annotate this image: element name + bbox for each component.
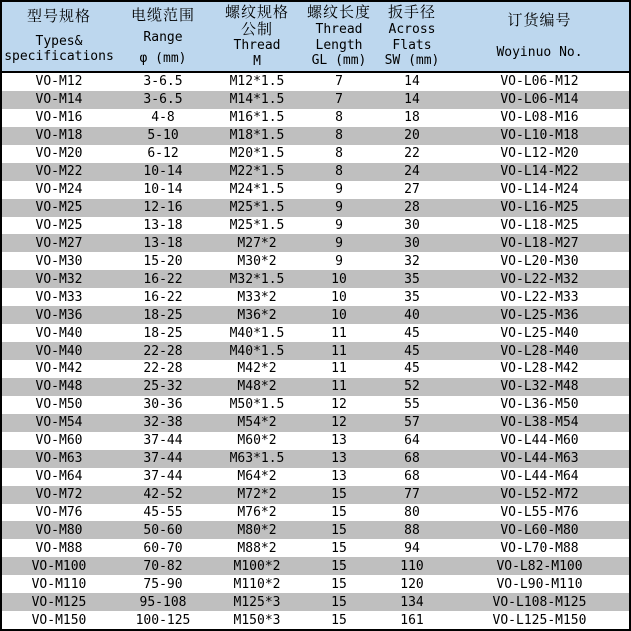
table-row <box>2 593 629 611</box>
cell-range: 70-82 <box>143 558 183 574</box>
cell-model: VO-M125 <box>31 594 87 610</box>
cell-range: 50-60 <box>143 522 183 538</box>
cell-thread-length: 15 <box>331 540 347 556</box>
cell-order-no: VO-L44-M60 <box>500 433 579 449</box>
header-line-en: Woyinuo No. <box>496 45 583 61</box>
header-line-en: Thread <box>233 38 281 54</box>
cell-thread-length: 9 <box>335 253 343 269</box>
cell-range: 42-52 <box>143 487 183 503</box>
cell-order-no: VO-L44-M64 <box>500 469 579 485</box>
table-row <box>2 360 629 378</box>
cell-order-no: VO-L14-M22 <box>500 164 579 180</box>
column-header-thread <box>210 2 304 71</box>
cell-model: VO-M110 <box>31 576 87 592</box>
cell-thread: M12*1.5 <box>229 74 285 90</box>
cell-thread: M60*2 <box>237 433 277 449</box>
cell-range: 32-38 <box>143 415 183 431</box>
table-row <box>2 324 629 342</box>
cell-thread: M100*2 <box>233 558 281 574</box>
cell-thread: M14*1.5 <box>229 92 285 108</box>
cell-across-flats: 55 <box>404 397 420 413</box>
cell-across-flats: 14 <box>404 92 420 108</box>
header-line-en: Thread <box>315 21 363 37</box>
cell-thread-length: 12 <box>331 415 347 431</box>
cell-range: 18-25 <box>143 307 183 323</box>
cell-model: VO-M60 <box>35 433 83 449</box>
column-header-across-flats <box>374 2 450 71</box>
cell-order-no: VO-L10-M18 <box>500 128 579 144</box>
cell-order-no: VO-L52-M72 <box>500 487 579 503</box>
cell-range: 5-10 <box>147 128 179 144</box>
cell-thread: M18*1.5 <box>229 128 285 144</box>
cell-model: VO-M14 <box>35 92 83 108</box>
cell-thread-length: 15 <box>331 522 347 538</box>
cell-across-flats: 35 <box>404 289 420 305</box>
cell-model: VO-M80 <box>35 522 83 538</box>
table-row <box>2 306 629 324</box>
header-line-en: Types& <box>35 33 83 49</box>
header-line-zh: 电缆范围 <box>130 5 195 24</box>
cell-range: 37-44 <box>143 451 183 467</box>
cell-range: 100-125 <box>135 612 191 628</box>
cell-order-no: VO-L25-M40 <box>500 325 579 341</box>
table-row <box>2 145 629 163</box>
cell-thread: M16*1.5 <box>229 110 285 126</box>
cell-thread-length: 15 <box>331 576 347 592</box>
table-row <box>2 378 629 396</box>
cell-order-no: VO-L16-M25 <box>500 200 579 216</box>
cell-thread-length: 8 <box>335 110 343 126</box>
cell-thread-length: 10 <box>331 271 347 287</box>
cell-across-flats: 94 <box>404 540 420 556</box>
cell-model: VO-M25 <box>35 217 83 233</box>
table-row <box>2 199 629 217</box>
table-row <box>2 127 629 145</box>
cell-order-no: VO-L22-M33 <box>500 289 579 305</box>
cell-order-no: VO-L82-M100 <box>496 558 583 574</box>
cell-thread: M63*1.5 <box>229 451 285 467</box>
header-line-en: Flats <box>392 37 432 53</box>
cell-across-flats: 110 <box>400 558 424 574</box>
column-header-order-no <box>450 2 629 71</box>
table-row <box>2 73 629 91</box>
cell-model: VO-M72 <box>35 487 83 503</box>
cell-thread-length: 13 <box>331 451 347 467</box>
column-header-range <box>116 2 210 71</box>
cell-thread-length: 8 <box>335 164 343 180</box>
cell-thread-length: 8 <box>335 128 343 144</box>
table-header <box>2 2 629 73</box>
cell-thread: M25*1.5 <box>229 200 285 216</box>
cell-across-flats: 68 <box>404 451 420 467</box>
cell-model: VO-M42 <box>35 361 83 377</box>
cell-thread: M54*2 <box>237 415 277 431</box>
table-row <box>2 468 629 486</box>
header-line-zh: 扳手径 <box>387 3 436 22</box>
header-line-en: Range <box>143 29 183 45</box>
table-row <box>2 270 629 288</box>
cell-model: VO-M36 <box>35 307 83 323</box>
cell-model: VO-M88 <box>35 540 83 556</box>
cell-thread: M40*1.5 <box>229 325 285 341</box>
cell-model: VO-M12 <box>35 74 83 90</box>
cell-thread: M22*1.5 <box>229 164 285 180</box>
cell-across-flats: 32 <box>404 253 420 269</box>
cell-order-no: VO-L70-M88 <box>500 540 579 556</box>
cell-order-no: VO-L60-M80 <box>500 522 579 538</box>
cell-range: 75-90 <box>143 576 183 592</box>
cell-order-no: VO-L44-M63 <box>500 451 579 467</box>
cell-thread-length: 15 <box>331 558 347 574</box>
table-row <box>2 181 629 199</box>
column-header-thread-length <box>304 2 374 71</box>
header-line-zh: 螺纹长度 <box>306 3 371 22</box>
cell-model: VO-M100 <box>31 558 87 574</box>
cell-thread-length: 10 <box>331 289 347 305</box>
cell-model: VO-M150 <box>31 612 87 628</box>
table-row <box>2 396 629 414</box>
table-row <box>2 575 629 593</box>
cell-model: VO-M27 <box>35 235 83 251</box>
cell-thread-length: 13 <box>331 469 347 485</box>
cell-thread-length: 12 <box>331 397 347 413</box>
table-row <box>2 217 629 235</box>
table-row <box>2 450 629 468</box>
cell-across-flats: 88 <box>404 522 420 538</box>
cell-thread-length: 9 <box>335 182 343 198</box>
header-line-en: φ (mm) <box>139 50 187 66</box>
cell-order-no: VO-L32-M48 <box>500 379 579 395</box>
cell-range: 16-22 <box>143 289 183 305</box>
cell-thread-length: 9 <box>335 235 343 251</box>
cell-model: VO-M76 <box>35 504 83 520</box>
cell-model: VO-M63 <box>35 451 83 467</box>
cell-model: VO-M54 <box>35 415 83 431</box>
cell-across-flats: 35 <box>404 271 420 287</box>
cell-thread-length: 15 <box>331 487 347 503</box>
cell-thread-length: 9 <box>335 217 343 233</box>
cell-order-no: VO-L06-M14 <box>500 92 579 108</box>
cell-model: VO-M32 <box>35 271 83 287</box>
cell-range: 10-14 <box>143 164 183 180</box>
cell-across-flats: 64 <box>404 433 420 449</box>
cell-range: 30-36 <box>143 397 183 413</box>
table-row <box>2 432 629 450</box>
cell-model: VO-M64 <box>35 469 83 485</box>
cell-thread-length: 8 <box>335 146 343 162</box>
cell-range: 3-6.5 <box>143 92 183 108</box>
cell-range: 15-20 <box>143 253 183 269</box>
cell-thread-length: 11 <box>331 361 347 377</box>
cell-across-flats: 30 <box>404 235 420 251</box>
table-row <box>2 109 629 127</box>
cell-range: 95-108 <box>139 594 187 610</box>
cell-order-no: VO-L25-M36 <box>500 307 579 323</box>
cell-range: 25-32 <box>143 379 183 395</box>
cell-range: 18-25 <box>143 325 183 341</box>
cell-model: VO-M18 <box>35 128 83 144</box>
cell-order-no: VO-L28-M42 <box>500 361 579 377</box>
table-row <box>2 91 629 109</box>
cell-range: 6-12 <box>147 146 179 162</box>
cell-across-flats: 20 <box>404 128 420 144</box>
cell-across-flats: 24 <box>404 164 420 180</box>
cell-thread-length: 11 <box>331 343 347 359</box>
cell-thread-length: 7 <box>335 74 343 90</box>
header-line-zh: 公制 <box>240 20 273 39</box>
cell-model: VO-M40 <box>35 325 83 341</box>
cell-model: VO-M33 <box>35 289 83 305</box>
cell-model: VO-M16 <box>35 110 83 126</box>
cell-across-flats: 80 <box>404 504 420 520</box>
table-row <box>2 163 629 181</box>
header-line-zh: 型号规格 <box>26 6 91 25</box>
table-row <box>2 252 629 270</box>
cell-across-flats: 45 <box>404 325 420 341</box>
cell-thread: M30*2 <box>237 253 277 269</box>
table-body <box>2 73 629 629</box>
cell-range: 12-16 <box>143 200 183 216</box>
cell-across-flats: 27 <box>404 182 420 198</box>
cell-thread: M50*1.5 <box>229 397 285 413</box>
cell-range: 22-28 <box>143 343 183 359</box>
cell-across-flats: 40 <box>404 307 420 323</box>
table-row <box>2 486 629 504</box>
cell-thread: M27*2 <box>237 235 277 251</box>
cell-order-no: VO-L22-M32 <box>500 271 579 287</box>
table-row <box>2 521 629 539</box>
cell-thread-length: 10 <box>331 307 347 323</box>
cell-order-no: VO-L06-M12 <box>500 74 579 90</box>
cell-range: 13-18 <box>143 217 183 233</box>
cell-order-no: VO-L20-M30 <box>500 253 579 269</box>
cell-across-flats: 14 <box>404 74 420 90</box>
cell-across-flats: 18 <box>404 110 420 126</box>
header-line-group <box>4 35 114 64</box>
cell-range: 37-44 <box>143 469 183 485</box>
cell-range: 22-28 <box>143 361 183 377</box>
cell-order-no: VO-L14-M24 <box>500 182 579 198</box>
cell-model: VO-M20 <box>35 146 83 162</box>
header-line-zh: 订货编号 <box>507 10 572 29</box>
cell-thread-length: 11 <box>331 379 347 395</box>
header-line-en: Length <box>315 37 363 53</box>
table-row <box>2 557 629 575</box>
cell-thread: M125*3 <box>233 594 281 610</box>
cell-range: 60-70 <box>143 540 183 556</box>
cell-across-flats: 45 <box>404 361 420 377</box>
cell-order-no: VO-L55-M76 <box>500 504 579 520</box>
cell-range: 16-22 <box>143 271 183 287</box>
header-line-en: SW (mm) <box>384 53 440 69</box>
cell-model: VO-M48 <box>35 379 83 395</box>
cell-thread: M76*2 <box>237 504 277 520</box>
table-row <box>2 288 629 306</box>
cell-across-flats: 22 <box>404 146 420 162</box>
cell-across-flats: 45 <box>404 343 420 359</box>
cell-range: 37-44 <box>143 433 183 449</box>
cell-across-flats: 57 <box>404 415 420 431</box>
cell-order-no: VO-L12-M20 <box>500 146 579 162</box>
cell-model: VO-M40 <box>35 343 83 359</box>
cell-order-no: VO-L18-M27 <box>500 235 579 251</box>
cell-range: 4-8 <box>151 110 175 126</box>
cell-thread-length: 9 <box>335 200 343 216</box>
column-header-model <box>2 2 116 71</box>
cell-thread: M20*1.5 <box>229 146 285 162</box>
cell-model: VO-M50 <box>35 397 83 413</box>
table-row <box>2 504 629 522</box>
cell-thread: M110*2 <box>233 576 281 592</box>
cell-order-no: VO-L36-M50 <box>500 397 579 413</box>
header-line-en: specifications <box>4 49 114 65</box>
cell-thread-length: 13 <box>331 433 347 449</box>
header-line-zh: 螺纹规格 <box>224 2 289 21</box>
table-row <box>2 414 629 432</box>
cell-order-no: VO-L108-M125 <box>492 594 587 610</box>
cell-thread: M24*1.5 <box>229 182 285 198</box>
cell-order-no: VO-L08-M16 <box>500 110 579 126</box>
cell-thread: M64*2 <box>237 469 277 485</box>
cell-thread: M40*1.5 <box>229 343 285 359</box>
cell-order-no: VO-L90-M110 <box>496 576 583 592</box>
cell-order-no: VO-L18-M25 <box>500 217 579 233</box>
cell-range: 45-55 <box>143 504 183 520</box>
cell-order-no: VO-L28-M40 <box>500 343 579 359</box>
table-row <box>2 234 629 252</box>
table-row <box>2 342 629 360</box>
cell-order-no: VO-L125-M150 <box>492 612 587 628</box>
cell-across-flats: 77 <box>404 487 420 503</box>
cell-thread: M25*1.5 <box>229 217 285 233</box>
cell-model: VO-M24 <box>35 182 83 198</box>
cell-range: 3-6.5 <box>143 74 183 90</box>
table-row <box>2 539 629 557</box>
cell-model: VO-M22 <box>35 164 83 180</box>
cell-across-flats: 134 <box>400 594 424 610</box>
cell-thread-length: 11 <box>331 325 347 341</box>
cell-thread: M80*2 <box>237 522 277 538</box>
header-line-en: Across <box>388 21 436 37</box>
cell-range: 10-14 <box>143 182 183 198</box>
cell-thread: M88*2 <box>237 540 277 556</box>
cell-thread-length: 7 <box>335 92 343 108</box>
cell-thread: M32*1.5 <box>229 271 285 287</box>
cell-model: VO-M30 <box>35 253 83 269</box>
cell-model: VO-M25 <box>35 200 83 216</box>
cell-thread-length: 15 <box>331 594 347 610</box>
cell-across-flats: 161 <box>400 612 424 628</box>
cell-thread: M72*2 <box>237 487 277 503</box>
cell-thread: M42*2 <box>237 361 277 377</box>
cell-thread-length: 15 <box>331 612 347 628</box>
cell-thread: M33*2 <box>237 289 277 305</box>
table-row <box>2 611 629 629</box>
cell-thread: M36*2 <box>237 307 277 323</box>
cell-across-flats: 68 <box>404 469 420 485</box>
cell-range: 13-18 <box>143 235 183 251</box>
header-line-en: GL (mm) <box>311 53 367 69</box>
cell-order-no: VO-L38-M54 <box>500 415 579 431</box>
cell-thread: M150*3 <box>233 612 281 628</box>
cell-across-flats: 52 <box>404 379 420 395</box>
cell-thread: M48*2 <box>237 379 277 395</box>
cell-thread-length: 15 <box>331 504 347 520</box>
cell-across-flats: 28 <box>404 200 420 216</box>
cell-across-flats: 120 <box>400 576 424 592</box>
cell-across-flats: 30 <box>404 217 420 233</box>
header-line-en: M <box>253 53 261 69</box>
